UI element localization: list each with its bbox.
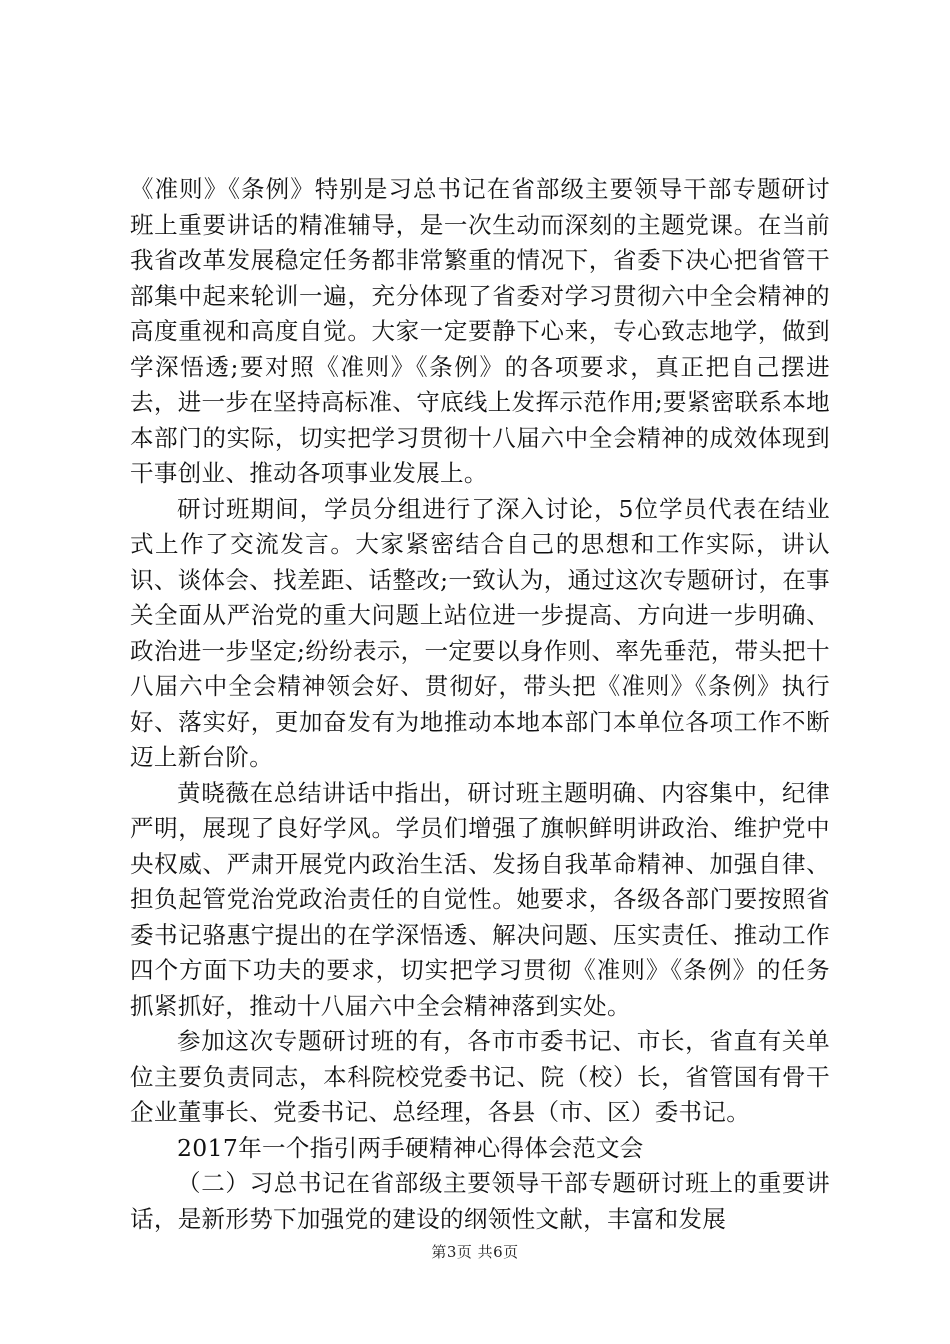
paragraph-3: 黄晓薇在总结讲话中指出，研讨班主题明确、内容集中，纪律严明，展现了良好学风。学员们增强了旗帜鲜明讲政治、维护党中央权威、严肃开展党内政治生活、发扬自我革命精神、加强自律、担负起管党治党政治责任的自觉性。她要求，各级各部门要按照省委书记骆惠宁提出的在学深悟透、解决问题、压实责任、推动工作四个方面下功夫的要求，切实把学习贯彻《准则》《条例》的任务抓紧抓好，推动十八届六中全会精神落到实处。	[130, 778, 830, 1020]
page-footer: 第3页 共6页	[431, 1243, 519, 1261]
paragraph-5: （二）习总书记在省部级主要领导干部专题研讨班上的重要讲话，是新形势下加强党的建设的纲领性文献，丰富和发展	[130, 1169, 830, 1233]
paragraph-4: 参加这次专题研讨班的有，各市市委书记、市长，省直有关单位主要负责同志，本科院校党委书记、院（校）长，省管国有骨干企业董事长、党委书记、总经理，各县（市、区）委书记。	[130, 1027, 830, 1126]
paragraph-1: 《准则》《条例》特别是习总书记在省部级主要领导干部专题研讨班上重要讲话的精准辅导，是一次生动而深刻的主题党课。在当前我省改革发展稳定任务都非常繁重的情况下，省委下决心把省管干部集中起来轮训一遍，充分体现了省委对学习贯彻六中全会精神的高度重视和高度自觉。大家一定要静下心来，专心致志地学，做到学深悟透;要对照《准则》《条例》的各项要求，真正把自己摆进去，进一步在坚持高标准、守底线上发挥示范作用;要紧密联系本地本部门的实际，切实把学习贯彻十八届六中全会精神的成效体现到干事创业、推动各项事业发展上。	[130, 175, 830, 487]
paragraph-2: 研讨班期间，学员分组进行了深入讨论，5位学员代表在结业式上作了交流发言。大家紧密结合自己的思想和工作实际，讲认识、谈体会、找差距、话整改;一致认为，通过这次专题研讨，在事关全面从严治党的重大问题上站位进一步提高、方向进一步明确、政治进一步坚定;纷纷表示，一定要以身作则、率先垂范，带头把十八届六中全会精神领会好、贯彻好，带头把《准则》《条例》执行好、落实好，更加奋发有为地推动本地本部门本单位各项工作不断迈上新台阶。	[130, 494, 830, 771]
section-heading: 2017年一个指引两手硬精神心得体会范文会	[177, 1133, 644, 1162]
document-body	[130, 172, 830, 1237]
